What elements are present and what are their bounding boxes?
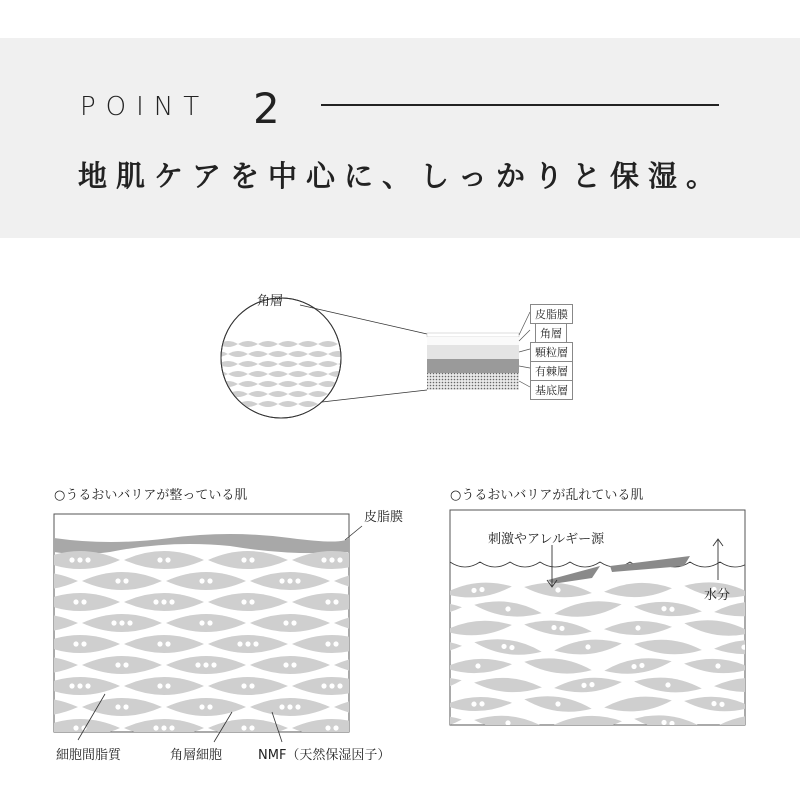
nmf-dot bbox=[237, 641, 242, 646]
point-number: 2 bbox=[253, 84, 280, 133]
healthy-skin-panel bbox=[0, 514, 498, 742]
nmf-dot bbox=[123, 578, 128, 583]
nmf-dot bbox=[253, 641, 258, 646]
nmf-dot bbox=[321, 683, 326, 688]
nmf-dot bbox=[241, 683, 246, 688]
corneocyte-cell bbox=[198, 401, 218, 407]
corneocyte-cell bbox=[338, 401, 358, 407]
nmf-dot bbox=[241, 725, 246, 730]
nmf-dot bbox=[127, 620, 132, 625]
nmf-dot bbox=[73, 641, 78, 646]
nmf-dot bbox=[291, 662, 296, 667]
nmf-dot bbox=[241, 599, 246, 604]
nmf-dot bbox=[325, 641, 330, 646]
water-label: 水分 bbox=[704, 588, 731, 603]
nmf-dot bbox=[337, 683, 342, 688]
nmf-dot bbox=[425, 682, 431, 688]
corneocyte-cell bbox=[0, 551, 36, 569]
corneocyte-cell bbox=[0, 635, 36, 653]
corneocyte-cell bbox=[348, 391, 368, 397]
layer-label-granular: 顆粒層 bbox=[530, 342, 573, 362]
corneocyte-label: 角層細胞 bbox=[170, 748, 223, 763]
nmf-dot bbox=[245, 641, 250, 646]
nmf-dot bbox=[31, 662, 36, 667]
corneocyte-cell bbox=[376, 635, 456, 653]
nmf-dot bbox=[249, 599, 254, 604]
corneocyte-cell bbox=[0, 677, 36, 695]
nmf-dot bbox=[35, 704, 40, 709]
nmf-dot bbox=[367, 578, 372, 583]
nmf-dot bbox=[399, 664, 405, 670]
nmf-dot bbox=[111, 620, 116, 625]
nmf-dot bbox=[207, 578, 212, 583]
nmf-dot bbox=[199, 704, 204, 709]
nmf-dot bbox=[417, 557, 422, 562]
corneocyte-cell bbox=[218, 401, 238, 407]
nmf-dot bbox=[165, 557, 170, 562]
connector-line-bottom bbox=[322, 390, 427, 402]
nmf-dot bbox=[791, 626, 797, 632]
nmf-dot bbox=[279, 704, 284, 709]
nmf-dot bbox=[287, 704, 292, 709]
nmf-dot bbox=[325, 599, 330, 604]
nmf-dot bbox=[329, 683, 334, 688]
corneocyte-cell bbox=[364, 619, 433, 638]
nmf-dot bbox=[409, 557, 414, 562]
nmf-dot bbox=[409, 641, 414, 646]
nmf-dot bbox=[69, 683, 74, 688]
nmf-dot bbox=[325, 725, 330, 730]
nmf-dot bbox=[73, 599, 78, 604]
nmf-dot bbox=[405, 599, 410, 604]
nmf-dot bbox=[85, 557, 90, 562]
nmf-dot bbox=[1, 641, 6, 646]
nmf-dot bbox=[287, 578, 292, 583]
nmf-dot bbox=[283, 662, 288, 667]
headline: 地肌ケアを中心に、しっかりと保湿。 bbox=[78, 159, 725, 193]
corneocyte-cell bbox=[763, 617, 800, 638]
layer-label-sebum: 皮脂膜 bbox=[530, 304, 573, 324]
nmf-dot bbox=[195, 662, 200, 667]
corneocyte-cell bbox=[764, 656, 800, 676]
nmf-dot bbox=[39, 662, 44, 667]
nmf-dot bbox=[157, 557, 162, 562]
corneocyte-cell bbox=[198, 341, 218, 347]
nmf-dot bbox=[367, 662, 372, 667]
corneocyte-cell bbox=[198, 381, 218, 387]
nmf-dot bbox=[421, 721, 427, 727]
circle-label: 角層 bbox=[257, 294, 284, 309]
nmf-dot bbox=[81, 599, 86, 604]
nmf-dot bbox=[35, 578, 40, 583]
corneocyte-cell bbox=[794, 714, 800, 733]
healthy-skin-caption: ○うるおいバリアが整っている肌 bbox=[54, 488, 248, 503]
corneocyte-cell bbox=[763, 578, 800, 601]
corneocyte-cell bbox=[376, 719, 456, 737]
nmf-dot bbox=[169, 599, 174, 604]
nmf-label: NMF（天然保湿因子） bbox=[258, 748, 391, 763]
nmf-dot bbox=[417, 641, 422, 646]
nmf-dot bbox=[283, 620, 288, 625]
corneocyte-cell bbox=[0, 719, 36, 737]
nmf-dot bbox=[333, 641, 338, 646]
intercellular-lipid-label: 細胞間脂質 bbox=[56, 748, 122, 763]
corneocyte-cell bbox=[376, 551, 456, 569]
corneocyte-cell bbox=[793, 598, 800, 619]
corneocyte-cell bbox=[363, 578, 432, 601]
corneocyte-cell bbox=[793, 636, 800, 658]
nmf-dot bbox=[795, 587, 800, 593]
corneocyte-cell bbox=[338, 381, 358, 387]
nmf-dot bbox=[77, 683, 82, 688]
corneocyte-cell bbox=[348, 351, 368, 357]
nmf-dot bbox=[749, 644, 754, 649]
nmf-dot bbox=[211, 662, 216, 667]
nmf-dot bbox=[39, 620, 44, 625]
nmf-dot bbox=[203, 662, 208, 667]
nmf-dot bbox=[165, 683, 170, 688]
nmf-dot bbox=[161, 725, 166, 730]
nmf-dot bbox=[429, 606, 434, 611]
nmf-dot bbox=[199, 578, 204, 583]
layer-stack bbox=[427, 312, 530, 390]
nmf-dot bbox=[413, 725, 418, 730]
nmf-dot bbox=[363, 620, 368, 625]
nmf-dot bbox=[337, 557, 342, 562]
nmf-dot bbox=[421, 599, 426, 604]
nmf-dot bbox=[329, 557, 334, 562]
nmf-dot bbox=[123, 662, 128, 667]
nmf-dot bbox=[31, 620, 36, 625]
nmf-dot bbox=[413, 599, 418, 604]
nmf-dot bbox=[409, 683, 414, 688]
nmf-dot bbox=[249, 683, 254, 688]
nmf-dot bbox=[43, 704, 48, 709]
nmf-dot bbox=[295, 704, 300, 709]
nmf-dot bbox=[0, 599, 3, 604]
nmf-dot bbox=[429, 720, 435, 726]
layer-label-stratum-corneum: 角層 bbox=[535, 323, 567, 343]
point-word: POINT bbox=[80, 92, 210, 122]
corneocyte-cell bbox=[364, 656, 433, 676]
nmf-dot bbox=[421, 725, 426, 730]
nmf-dot bbox=[43, 578, 48, 583]
nmf-dot bbox=[333, 599, 338, 604]
nmf-dot bbox=[379, 620, 384, 625]
nmf-dot bbox=[169, 725, 174, 730]
layer-label-spinous: 有棘層 bbox=[530, 361, 573, 381]
corneocyte-cell bbox=[348, 371, 368, 377]
nmf-dot bbox=[745, 606, 751, 612]
nmf-dot bbox=[0, 557, 3, 562]
nmf-dot bbox=[27, 578, 32, 583]
nmf-dot bbox=[333, 725, 338, 730]
corneocyte-cell bbox=[793, 673, 800, 696]
nmf-dot bbox=[207, 620, 212, 625]
nmf-dot bbox=[0, 725, 3, 730]
nmf-dot bbox=[207, 704, 212, 709]
nmf-dot bbox=[153, 599, 158, 604]
nmf-dot bbox=[119, 620, 124, 625]
nmf-dot bbox=[375, 704, 380, 709]
nmf-dot bbox=[395, 625, 401, 631]
nmf-dot bbox=[375, 578, 380, 583]
nmf-dot bbox=[249, 557, 254, 562]
nmf-dot bbox=[123, 704, 128, 709]
nmf-dot bbox=[405, 725, 410, 730]
nmf-dot bbox=[73, 725, 78, 730]
corneocyte-cell bbox=[0, 593, 36, 611]
nmf-dot bbox=[391, 663, 397, 669]
corneocyte-cell bbox=[764, 695, 800, 713]
irritant-label: 刺激やアレルギー源 bbox=[488, 532, 605, 547]
nmf-dot bbox=[115, 578, 120, 583]
nmf-dot bbox=[291, 620, 296, 625]
nmf-dot bbox=[77, 557, 82, 562]
corneocyte-cell bbox=[376, 593, 456, 611]
nmf-dot bbox=[249, 725, 254, 730]
nmf-dot bbox=[745, 720, 751, 726]
nmf-dot bbox=[279, 578, 284, 583]
nmf-dot bbox=[375, 662, 380, 667]
nmf-dot bbox=[161, 599, 166, 604]
nmf-dot bbox=[199, 620, 204, 625]
nmf-dot bbox=[85, 683, 90, 688]
nmf-dot bbox=[0, 683, 3, 688]
nmf-dot bbox=[69, 557, 74, 562]
nmf-dot bbox=[367, 704, 372, 709]
nmf-dot bbox=[421, 606, 426, 611]
corneocyte-cell bbox=[338, 341, 358, 347]
nmf-dot bbox=[153, 725, 158, 730]
nmf-dot bbox=[27, 704, 32, 709]
nmf-dot bbox=[371, 620, 376, 625]
nmf-dot bbox=[81, 641, 86, 646]
corneocyte-cell bbox=[198, 361, 218, 367]
nmf-dot bbox=[417, 683, 422, 688]
nmf-dot bbox=[115, 662, 120, 667]
corneocyte-cell bbox=[376, 677, 456, 695]
nmf-dot bbox=[157, 641, 162, 646]
damaged-skin-caption: ○うるおいバリアが乱れている肌 bbox=[450, 488, 644, 503]
nmf-dot bbox=[115, 704, 120, 709]
corneocyte-cell bbox=[208, 391, 228, 397]
nmf-dot bbox=[241, 557, 246, 562]
nmf-dot bbox=[321, 557, 326, 562]
nmf-dot bbox=[295, 578, 300, 583]
layer-label-basal: 基底層 bbox=[530, 380, 573, 400]
nmf-dot bbox=[165, 641, 170, 646]
nmf-dot bbox=[795, 701, 800, 706]
sebum-label: 皮脂膜 bbox=[364, 510, 404, 525]
corneocyte-cell bbox=[363, 693, 432, 714]
nmf-dot bbox=[157, 683, 162, 688]
